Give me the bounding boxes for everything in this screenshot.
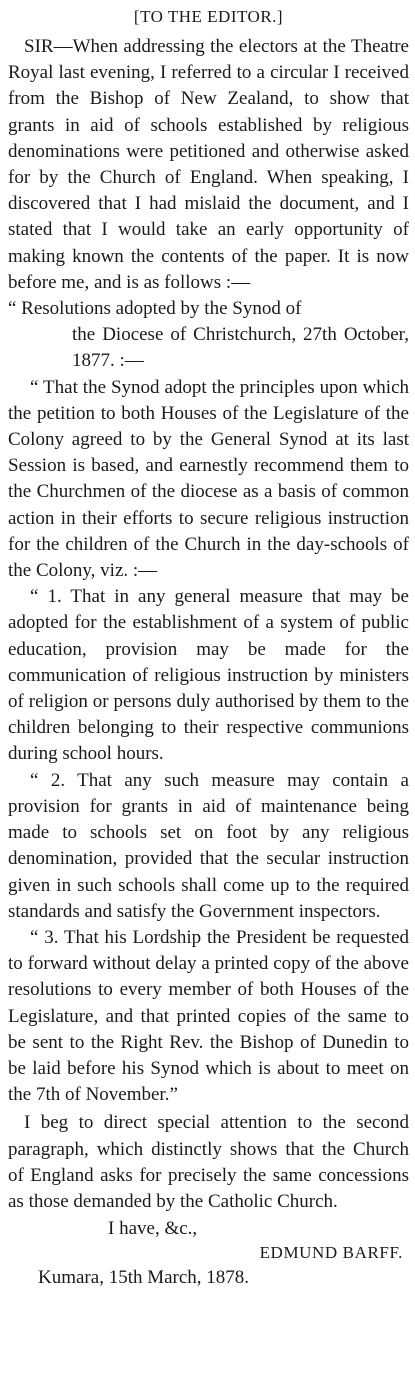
letter-header [8, 6, 409, 28]
place-date: Kumara, 15th March, 1878. [38, 1267, 250, 1289]
closing-formula: I have, &c., [108, 1218, 198, 1240]
header-text: [TO THE EDITOR.] [133, 7, 284, 26]
resolution-3: “ 3. That his Lordship the President be requested to forward without delay a printed copy of the above resolutions to every member of both Houses of the Legislature, and that printed copies of the same to be sent to the Right Rev. the Bishop of Dunedin to be laid before his Synod which is about to meet on the 7th of November.” [8, 926, 409, 1106]
resolution-heading-line1: “ Resolutions adopted by the Synod of [8, 298, 302, 320]
opening-paragraph [8, 34, 409, 296]
salutation: SIR [24, 36, 54, 57]
closing-paragraph: I beg to direct special attention to the second paragraph, which distinctly shows that the Church of England asks for precisely the same concessions as those demanded by the Catholic Church. [8, 1112, 409, 1212]
resolution-heading [8, 296, 409, 375]
resolution-intro: “ That the Synod adopt the principles upon which the petition to both Houses of the Legislature of the Colony agreed to by the General Synod at its last Session is based, and earnestly recommend them to the Churchmen of the diocese as a basis of common action in their efforts to secure religious instruction for the children of the Church in the day-schools of the Colony, viz. :— [8, 376, 409, 582]
opening-paragraph-text: —When addressing the electors at the Theatre Royal last evening, I referred to a circular I received from the Bishop of New Zealand, to show that grants in aid of schools established by religious denominations were petitioned and otherwise asked for by the Church of England. When speaking, I discovered that I had mislaid the document, and I stated that I would take an early opportunity of making known the contents of the paper. It is now before me, and is as follows :— [8, 36, 409, 293]
resolution-1: “ 1. That in any general measure that may be adopted for the establishment of a system of public education, provision may be made for the communication of religious instruction by ministers of religion or persons duly authorised by them to the children belonging to their respective communions during school hours. [8, 586, 409, 765]
resolution-heading-line2: the Diocese of Christchurch, 27th October, 1877. :— [72, 324, 409, 372]
resolution-2: “ 2. That any such measure may contain a provision for grants in aid of maintenance being made to schools set on foot by any religious denomination, provided that the secular instruction given in such schools shall come up to the required standards and satisfy the Government inspectors. [8, 769, 409, 922]
signature: EDMUND BARFF. [259, 1243, 403, 1263]
